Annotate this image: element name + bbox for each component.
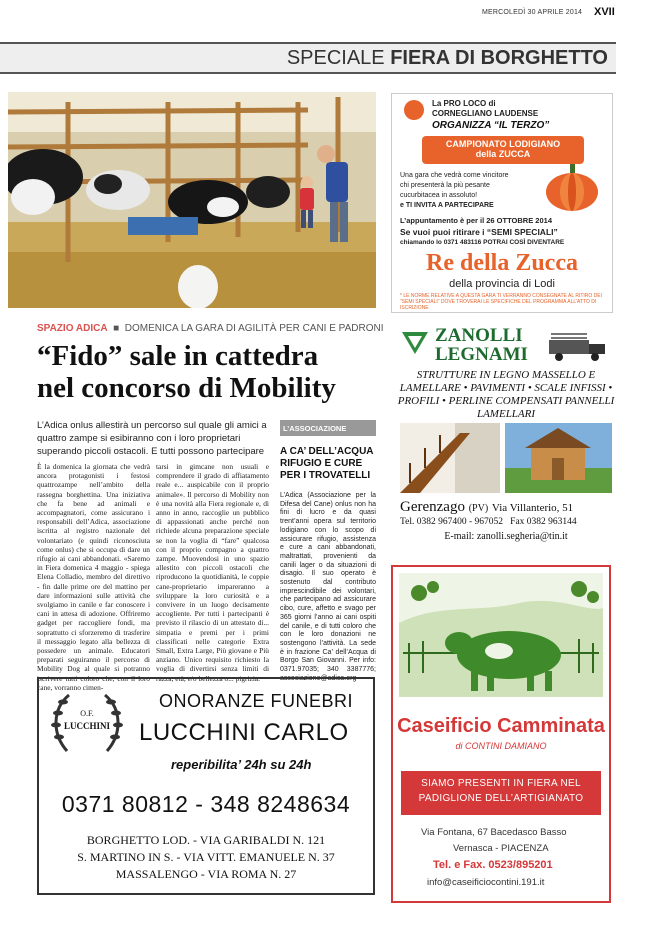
zanolli-province: (PV): [468, 503, 489, 514]
zucca-line-12: chiamando lo 0371 483116 POTRAI COSÌ DIVENTARE: [400, 239, 565, 246]
caseificio-name: Caseificio Camminata: [397, 715, 605, 737]
article-photo: [8, 92, 376, 308]
onoranze-address-3: MASSALENGO - VIA ROMA N. 27: [115, 867, 297, 881]
zucca-line-7: chi presenterà la più pesante: [400, 182, 490, 189]
caseificio-phone: Tel. e Fax. 0523/895201: [433, 859, 553, 871]
zucca-line-4: CAMPIONATO LODIGIANO: [445, 139, 561, 149]
proloco-logo-icon: [404, 100, 424, 120]
sidebar-body: L’Adica (Associazione per la Difesa del Cane) onlus non ha fini di lucro e da quasi trent’anni opera sul territorio lodigiano con lo scopo di assicurare rifugio, assistenza e cure a cani abbandonati, maltrattati, provenienti da canili lager o da situazioni di disagio. Il suo operato è sostenuto dal contributo imprescindibile dei volontari, che partecipano ad assicurare cibo, cure, affetto e svago per 365 giorni l’anno ai cani ospiti del canile, e di tutti coloro che con le loro donazioni ne sostengono l’attività. La sede è in frazione Ca’ dell’Acqua di Borgo San Giovanni. Per info: 0371.97035; 340 3387776; associazione@adica.org: [280, 492, 376, 682]
caseificio-banner: [401, 771, 601, 815]
garden-house-photo: [505, 423, 612, 493]
cow-landscape-icon: [399, 573, 603, 697]
onoranze-subtitle: reperibilita’ 24h su 24h: [171, 757, 312, 772]
headline-line-1: “Fido” sale in cattedra: [37, 340, 319, 372]
ad-onoranze: [37, 677, 375, 895]
onoranze-address-1: BORGHETTO LOD. - VIA GARIBALDI N. 121: [86, 833, 326, 847]
zanolli-name-2: LEGNAMI: [435, 344, 528, 365]
onoranze-title: ONORANZE FUNEBRI: [159, 691, 354, 711]
caseificio-owner: di CONTINI DAMIANO: [455, 741, 547, 751]
zanolli-street: Via Villanterio, 51: [491, 502, 574, 514]
onoranze-phones: 0371 80812 - 348 8248634: [61, 791, 351, 817]
zucca-line-6: Una gara che vedrà come vincitore: [400, 172, 509, 179]
onoranze-address-2: S. MARTINO IN S. - VIA VITT. EMANUELE N. 37: [77, 850, 335, 864]
page-number: XVII: [594, 6, 615, 18]
pumpkin-icon: [544, 162, 600, 212]
zucca-line-9: e TI INVITA A PARTECIPARE: [400, 202, 494, 209]
ad-caseificio: [391, 565, 611, 903]
article-kicker: [37, 323, 384, 334]
zucca-line-1: La PRO LOCO di: [432, 99, 496, 108]
section-title-bold: FIERA DI BORGHETTO: [390, 47, 608, 69]
kicker-bullet: ■: [110, 323, 122, 334]
zucca-line-15: * LE NORME RELATIVE A QUESTA GARA TI VERRANNO CONSEGNATE AL RITIRO DEI “SEMI SPECIALI” DOVE TROVERAI LE SPECIFICHE DEL PROGRAMMA ALL’ATTO DI ISCRIZIONE: [400, 293, 602, 311]
zucca-line-13: Re della Zucca: [426, 250, 578, 276]
onoranze-name: LUCCHINI CARLO: [139, 719, 349, 746]
zanolli-email: E-mail: zanolli.segheria@tin.it: [444, 531, 568, 542]
zucca-line-2: CORNEGLIANO LAUDENSE: [432, 109, 539, 118]
onoranze-logo-name: LUCCHINI: [63, 721, 110, 731]
sawmill-truck-icon: [547, 330, 609, 364]
caseificio-email: info@caseificiocontini.191.it: [427, 877, 545, 888]
zanolli-address: [400, 499, 573, 516]
onoranze-logo-top: O.F.: [80, 709, 94, 718]
ad-zanolli: [397, 322, 615, 547]
article-standfirst: L’Adica onlus allestirà un percorso sul quale gli amici a quattro zampe si esibiranno con i loro proprietari superando piccoli ostacoli. E tutti possono partecipare: [37, 420, 267, 457]
zucca-line-8: cucurbitacea in assoluto!: [400, 192, 478, 199]
section-title: [287, 47, 608, 70]
article-column-2: tarsi in gimcane non usuali e comprendere il grado di affiatamento reale e... auspicabile con il proprio animale». Il percorso di Mobility non è una novità alla Fiera regionale e, di anno in anno, raccoglie un pubblico di appassionati anche perché non richiede alcuna preparazione speciale se non la voglia di “fare” qualcosa con il proprio compagno a quattro zampe. Muovendosi in uno spazio allestito con piccoli ostacoli che riproducono la quotidianità, le coppie cane-proprietario impareranno a sviluppare la loro curiosità e a convivere in un luogo decisamente accogliente. Per tutti i partecipanti è previsto il rilascio di un attestato di... simpatia e premi per i primi classificati nelle categorie Extra Small, Extra Large, Più giovane e Più anziano. Unico requisito richiesto la voglia di divertirsi senza limiti di razza, età, e/o bellezza o... pigrizia.: [156, 462, 269, 683]
zanolli-fax: Fax 0382 963144: [510, 517, 577, 527]
zanolli-name-1: ZANOLLI: [435, 325, 523, 346]
caseificio-address-2: Vernasca - PIACENZA: [453, 843, 549, 854]
zanolli-logo-icon: [400, 326, 430, 356]
article-column-1: È la domenica la giornata che vedrà ancora protagonisti i festosi quattrozampe nell’ambito della rassegna borghettina. Una iniziativa che fa bene ad animali e accompagnatori, come assicurano i responsabili dell’Adica, associazione iscritta al registro nazionale del volontariato (e quindi riconosciuta come onlus) che si occupa di dare un rifugio ai cani abbandonati. «Saremo in Fiera domenica 4 maggio - spiega Elena Colladio, membro del direttivo - fin dalle prime ore del mattino per dare informazioni sulle attività che svolgiamo in canile e far conoscere i cani in attesa di adozione. Offriremo gadget per raccogliere fondi, ma soprattutto ci sforzeremo di trasferire il messaggio legato alla bellezza di possedere un animale. Educatori preparati seguiranno il percorso di Mobility Dog al quale si potranno iscrivere tutti coloro che, con il loro cane, vorranno cimen-: [37, 462, 150, 692]
caseificio-address-1: Via Fontana, 67 Bacedasco Basso: [421, 827, 567, 838]
ad-zucca: [391, 93, 613, 313]
section-header: [0, 42, 616, 74]
zanolli-tel: Tel. 0382 967400 - 967052: [400, 517, 504, 527]
zucca-line-3: ORGANIZZA “IL TERZO”: [432, 120, 550, 131]
zucca-banner: [422, 136, 584, 164]
caseificio-banner-line-1: SIAMO PRESENTI IN FIERA NEL: [421, 778, 581, 789]
zucca-line-14: della provincia di Lodi: [449, 278, 555, 290]
zanolli-description: STRUTTURE IN LEGNO MASSELLO E LAMELLARE • PAVIMENTI • SCALE INFISSI • PROFILI • PERLINE COMPENSATI PANNELLI LAMELLARI: [397, 369, 615, 420]
zucca-line-11: Se vuoi puoi ritirare i “SEMI SPECIALI”: [400, 227, 558, 237]
staircase-photo: [400, 423, 500, 493]
sidebar-label: L’ASSOCIAZIONE: [280, 420, 376, 436]
issue-date: MERCOLEDÌ 30 APRILE 2014: [482, 9, 583, 16]
sidebar-title: A CA’ DELL’ACQUA RIFUGIO E CURE PER I TROVATELLI: [280, 446, 374, 481]
kicker-tag: SPAZIO ADICA: [37, 323, 108, 334]
barn-calves-photo: [8, 92, 376, 308]
headline-line-2: nel concorso di Mobility: [37, 372, 336, 404]
caseificio-banner-line-2: PADIGLIONE DELL’ARTIGIANATO: [418, 793, 584, 804]
kicker-text: DOMENICA LA GARA DI AGILITÀ PER CANI E PADRONI: [124, 323, 384, 334]
article-headline: [37, 340, 377, 404]
zanolli-town: Gerenzago: [400, 499, 465, 515]
section-title-light: SPECIALE: [286, 47, 385, 69]
zanolli-contacts: [400, 517, 577, 527]
zucca-line-10: L’appuntamento è per il 26 OTTOBRE 2014: [400, 216, 552, 225]
zucca-line-5: della ZUCCA: [475, 149, 531, 159]
